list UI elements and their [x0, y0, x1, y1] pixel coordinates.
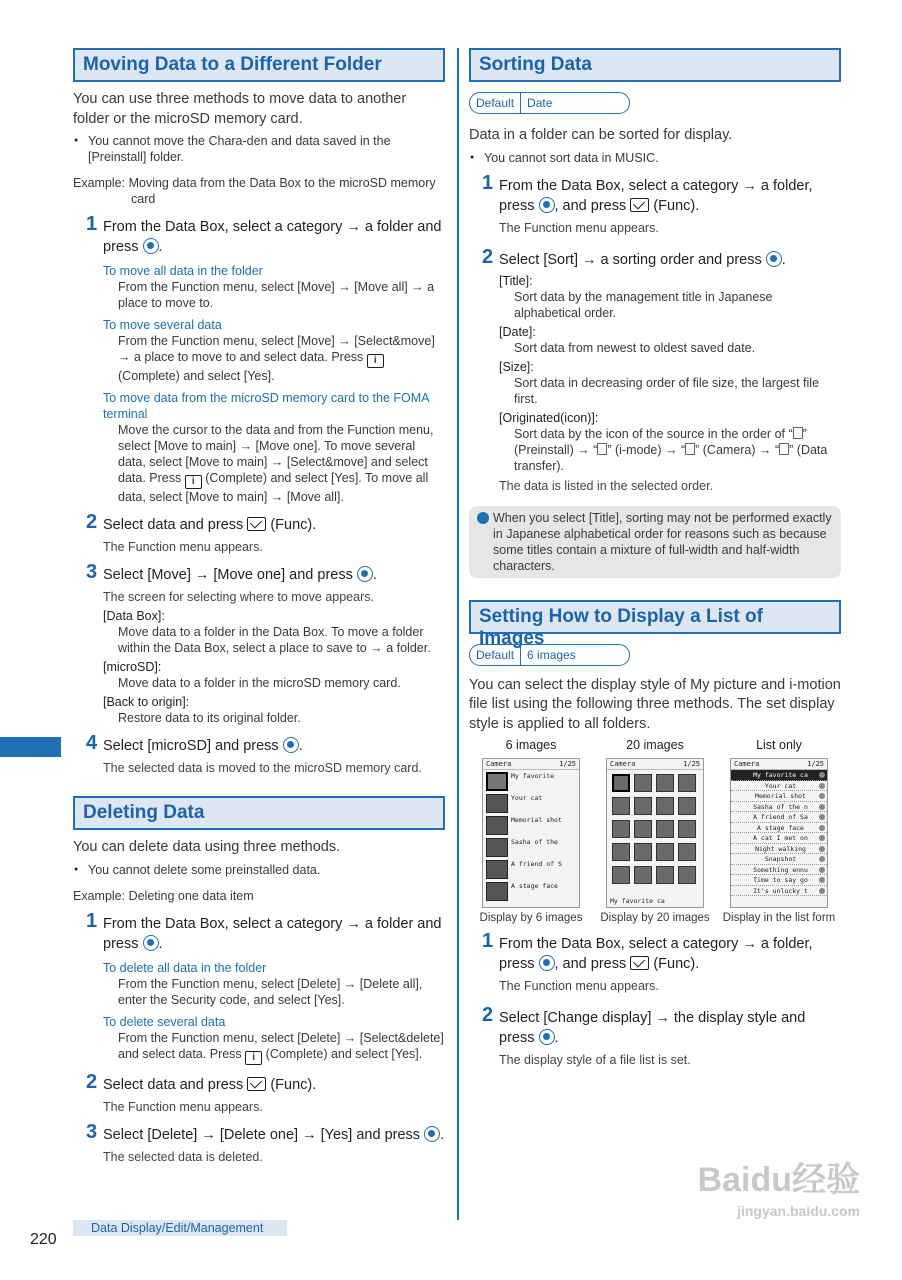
list-item: Memorial shot — [486, 816, 576, 837]
delete-step-2: 2 Select data and press (Func). — [86, 1070, 317, 1093]
phone-screen-list: Camera 1/25 My favorite ca Your cat Memorial shot Sasha of the n A friend of Sa A stage face A cat I met on Night walking Snapshot Something ennu Time to say go It's unlucky t — [730, 758, 828, 908]
select-key-icon — [539, 955, 555, 971]
sort-step2-note: The data is listed in the selected order. — [499, 478, 714, 493]
left-column — [73, 48, 445, 1165]
select-key-icon — [539, 1029, 555, 1045]
delete-sub2-label: To delete several data — [103, 1014, 226, 1029]
delete-step3-note: The selected data is deleted. — [103, 1149, 263, 1164]
list-item: A friend of S — [486, 860, 576, 881]
sort-step-1: 1 From the Data Box, select a category → a folder, press , and press (Func). — [482, 171, 813, 214]
shot-6-images: 6 images Camera 1/25 My favorite Your cat Memorial shot Sasha of the A friend of S A stage face Display by 6 images — [479, 738, 583, 924]
move-term-back: [Back to origin]: — [103, 695, 190, 709]
select-key-icon — [357, 566, 373, 582]
mail-key-icon — [247, 517, 266, 531]
section-heading-sort: Sorting Data — [469, 48, 841, 82]
sort-term-originated: [Originated(icon)]: — [499, 410, 599, 425]
move-term-microsd: [microSD]: — [103, 660, 162, 674]
move-sub1-label: To move all data in the folder — [103, 264, 263, 278]
shot-20-images: 20 images Camera 1/25 My favorite ca Display by 20 images — [600, 738, 710, 924]
sort-term-size-text: Sort data in decreasing order of file size, the largest file first. — [514, 375, 820, 406]
info-bullet-icon — [477, 512, 489, 524]
display-step-2: 2 Select [Change display] → the display style and press . — [482, 1004, 806, 1046]
delete-sub1-text: From the Function menu, select [Delete] → [Delete all], enter the Security code, and select [Yes]. — [118, 976, 423, 1007]
i-key-icon: i — [185, 475, 202, 489]
list-item: Memorial shot — [731, 791, 827, 802]
select-key-icon — [424, 1126, 440, 1142]
delete-example: Example: Deleting one data item — [73, 888, 254, 903]
move-step-2: 2 Select data and press (Func). — [86, 511, 317, 533]
move-bullet: ● You cannot move the Chara-den and data saved in the [Preinstall] folder. — [73, 133, 445, 165]
display-screens — [469, 738, 841, 924]
sort-step-2: 2 Select [Sort] → a sorting order and press . — [482, 245, 786, 268]
list-item: My favorite — [486, 772, 576, 793]
list-item: A stage face — [731, 823, 827, 834]
sort-term-title-text: Sort data by the management title in Japanese alphabetical order. — [514, 289, 773, 320]
sort-bullet: ● You cannot sort data in MUSIC. — [469, 150, 841, 166]
i-key-icon: i — [245, 1051, 262, 1065]
move-term-back-text: Restore data to its original folder. — [118, 711, 301, 725]
move-intro: You can use three methods to move data to another folder or the microSD memory card. — [73, 91, 407, 127]
list-item: Snapshot — [731, 854, 827, 865]
move-step-1: 1 From the Data Box, select a category → a folder and press . — [86, 213, 442, 255]
display-default-badge: Default 6 images — [469, 644, 630, 666]
list-item: A cat I met on — [731, 833, 827, 844]
move-sub2-label: To move several data — [103, 318, 222, 332]
list-item: A stage face — [486, 882, 576, 903]
mail-key-icon — [630, 956, 649, 970]
sort-intro: Data in a folder can be sorted for display. — [469, 127, 733, 143]
shot-list-only: List only Camera 1/25 My favorite ca Your cat Memorial shot Sasha of the n A friend of Sa A stage face A cat I met on Night walking Snapshot Something ennu Time to say go It's unlucky t Display in the list form — [722, 738, 836, 924]
imode-icon — [597, 443, 607, 455]
list-item: Your cat — [731, 781, 827, 792]
sort-default-badge: Default Date — [469, 92, 630, 114]
sort-term-date: [Date]: — [499, 324, 536, 339]
mail-key-icon — [247, 1077, 266, 1091]
display-intro: You can select the display style of My picture and i-motion file list using the following three methods. The set display style is applied to all folders. — [469, 676, 841, 732]
camera-icon — [685, 443, 695, 455]
delete-sub2-text: From the Function menu, select [Delete] → [Select&delete] and select data. Press i (Complete) and select [Yes]. — [118, 1030, 444, 1063]
sort-term-size: [Size]: — [499, 359, 534, 374]
list-item: Sasha of the n — [731, 802, 827, 813]
page-number: 220 — [30, 1231, 57, 1248]
move-example: Example: Moving data from the Data Box to the microSD memory card — [73, 176, 436, 206]
sort-term-date-text: Sort data from newest to oldest saved date. — [514, 340, 756, 355]
display-step1-note: The Function menu appears. — [499, 979, 659, 993]
move-step4-note: The selected data is moved to the microSD memory card. — [103, 761, 422, 775]
sort-term-title: [Title]: — [499, 273, 533, 288]
display-step-1: 1 From the Data Box, select a category → a folder, press , and press (Func). — [482, 930, 813, 972]
mail-key-icon — [630, 198, 649, 212]
column-divider — [457, 48, 459, 1220]
select-key-icon — [539, 197, 555, 213]
watermark: Baidu经验 jingyan.baidu.com — [697, 1161, 860, 1219]
move-step3-note: The screen for selecting where to move appears. — [103, 590, 374, 604]
delete-step-1: 1 From the Data Box, select a category → a folder and press . — [86, 909, 442, 952]
select-key-icon — [143, 935, 159, 951]
delete-step2-note: The Function menu appears. — [103, 1099, 263, 1114]
move-sub1-text: From the Function menu, select [Move] → [Move all] → a place to move to. — [118, 280, 435, 310]
section-heading-move: Moving Data to a Different Folder — [73, 48, 445, 82]
phone-screen-6: Camera 1/25 My favorite Your cat Memorial shot Sasha of the A friend of S A stage face — [482, 758, 580, 908]
list-item: Your cat — [486, 794, 576, 815]
move-sub3-label: To move data from the microSD memory card to the FOMA terminal — [103, 391, 429, 421]
sort-callout: When you select [Title], sorting may not be performed exactly in Japanese alphabetical order for reasons such as because some titles contain a mixture of full-width and half-width characters. — [469, 506, 841, 578]
chapter-side-tab — [0, 737, 61, 757]
move-sub2-text: From the Function menu, select [Move] → [Select&move] → a place to move to and select data. Press i (Complete) and select [Yes]. — [118, 334, 435, 383]
list-item: It's unlucky t — [731, 886, 827, 897]
move-term-databox: [Data Box]: — [103, 609, 165, 623]
select-key-icon — [143, 238, 159, 254]
move-term-databox-text: Move data to a folder in the Data Box. To move a folder within the Data Box, select a place to save to → a folder. — [118, 625, 431, 655]
delete-bullet: ● You cannot delete some preinstalled data. — [73, 862, 445, 878]
delete-step-3: 3 Select [Delete] → [Delete one] → [Yes] and press . — [86, 1120, 445, 1143]
section-heading-delete: Deleting Data — [73, 796, 445, 830]
preinstall-icon — [793, 427, 803, 439]
select-key-icon — [766, 251, 782, 267]
list-item: My favorite ca — [731, 770, 827, 781]
display-step2-note: The display style of a file list is set. — [499, 1053, 691, 1067]
move-term-microsd-text: Move data to a folder in the microSD memory card. — [118, 676, 401, 690]
list-item: Sasha of the — [486, 838, 576, 859]
sort-step1-note: The Function menu appears. — [499, 220, 659, 235]
data-transfer-icon — [779, 443, 789, 455]
footer-section-label: Data Display/Edit/Management — [73, 1220, 287, 1236]
i-key-icon: i — [367, 354, 384, 368]
list-item: Something ennu — [731, 865, 827, 876]
move-step-4: 4 Select [microSD] and press . — [86, 732, 303, 754]
sort-term-originated-text: Sort data by the icon of the source in the order of “ ” (Preinstall) → “ ” (i-mode) → “ ” (Camera) → “ ” (Data transfer). — [514, 426, 828, 473]
move-step2-note: The Function menu appears. — [103, 540, 263, 554]
right-column — [469, 48, 841, 1068]
list-item: Night walking — [731, 844, 827, 855]
list-item: A friend of Sa — [731, 812, 827, 823]
phone-screen-20: Camera 1/25 My favorite ca — [606, 758, 704, 908]
move-step-3: 3 Select [Move] → [Move one] and press . — [86, 561, 377, 583]
list-item: Time to say go — [731, 875, 827, 886]
move-sub3-text: Move the cursor to the data and from the Function menu, select [Move to main] → [Move one]. To move several data, select [Move to main] → [Select&move] and select data. Press i (Complete) and select [Yes]. To move all data, select [Move to main] → [Move all]. — [118, 423, 434, 504]
select-key-icon — [283, 737, 299, 753]
section-heading-display: Setting How to Display a List of Images — [469, 600, 841, 634]
delete-intro: You can delete data using three methods. — [73, 839, 341, 855]
delete-sub1-label: To delete all data in the folder — [103, 960, 267, 975]
